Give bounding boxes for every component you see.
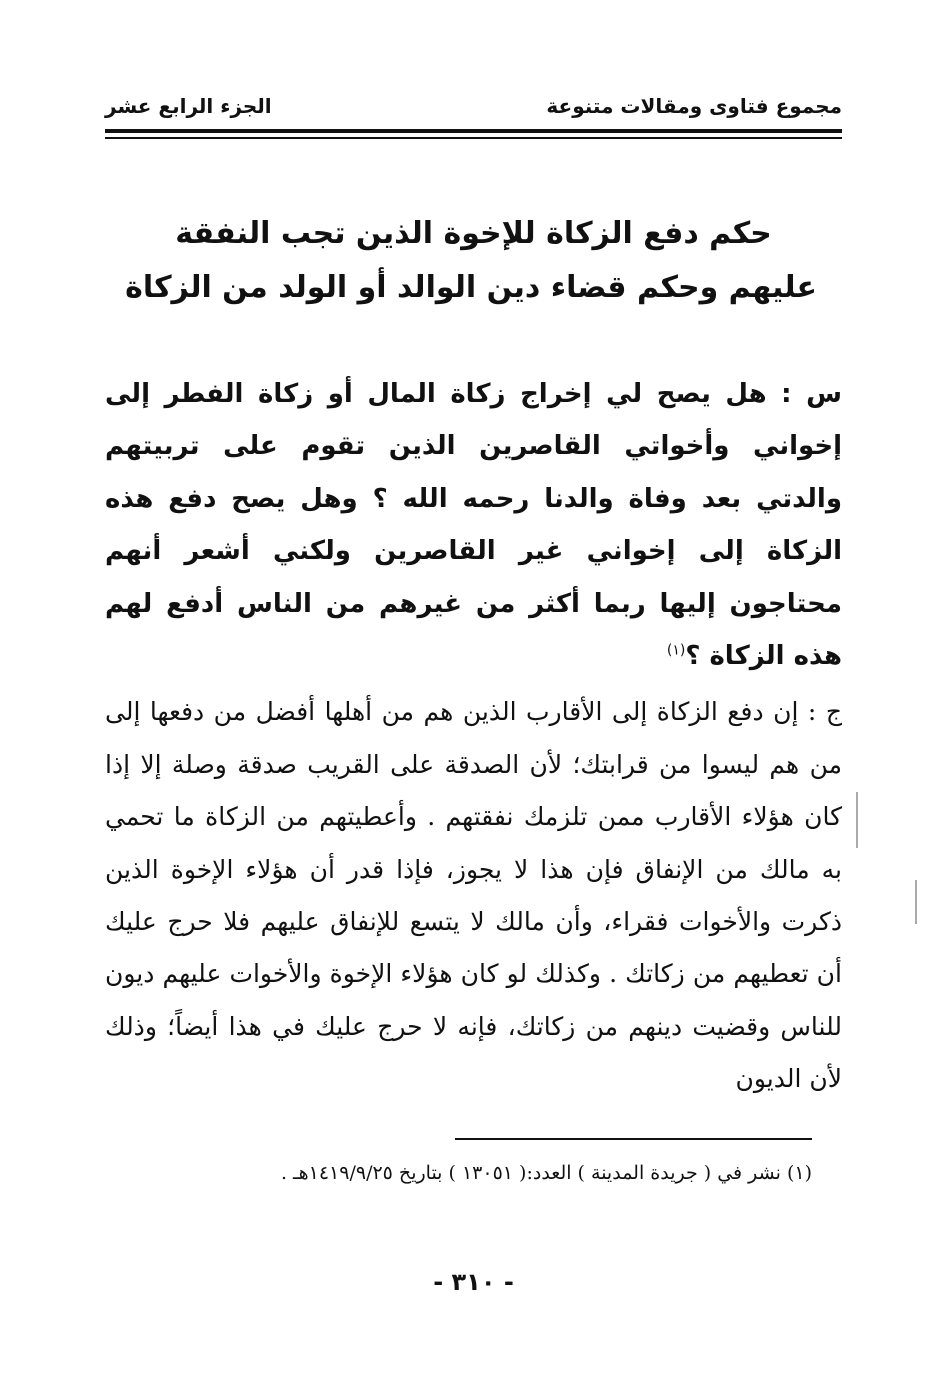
title-line-1: حكم دفع الزكاة للإخوة الذين تجب النفقة (175, 216, 772, 251)
header-rule-thick (105, 129, 842, 133)
fatwa-title (125, 207, 817, 315)
header-rule-thin (105, 137, 842, 139)
footnote-reference: (١) (666, 642, 686, 659)
margin-mark (915, 880, 917, 924)
page-number: - ٣١٠ - (433, 1268, 514, 1296)
running-header (105, 86, 842, 126)
volume-label: الجزء الرابع عشر (105, 94, 272, 118)
book-title: مجموع فتاوى ومقالات متنوعة (546, 94, 842, 118)
margin-mark (856, 792, 858, 848)
answer-paragraph: ج : إن دفع الزكاة إلى الأقارب الذين هم من أهلها أفضل من دفعها إلى من هم ليسوا من قرابتك؛ لأن الصدقة على القريب صدقة وصلة إلا إذا كان هؤلاء الأقارب ممن تلزمك نفقتهم . وأعطيتهم من الزكاة ما تحمي به مالك من الإنفاق فإن هذا لا يجوز، فإذا قدر أن هؤلاء الإخوة الذين ذكرت والأخوات فقراء، وأن مالك لا يتسع للإنفاق عليهم فلا حرج عليك أن تعطيهم من زكاتك . وكذلك لو كان هؤلاء الإخوة والأخوات عليهم ديون للناس وقضيت دينهم من زكاتك، فإنه لا حرج عليك في هذا أيضاً؛ وذلك لأن الديون (105, 697, 842, 1094)
title-line-2: عليهم وحكم قضاء دين الوالد أو الولد من الزكاة (125, 270, 817, 305)
question-text: س : هل يصح لي إخراج زكاة المال أو زكاة الفطر إلى إخواني وأخواتي القاصرين الذين تقوم على تربيتهم والدتي بعد وفاة والدنا رحمه الله ؟ وهل يصح دفع هذه الزكاة إلى إخواني غير القاصرين ولكني أشعر أنهم محتاجون إليها ربما أكثر من غيرهم من الناس أدفع لهم هذه الزكاة ؟ (105, 379, 842, 672)
footnote: (١) نشر في ( جريدة المدينة ) العدد:( ١٣٠٥١ ) بتاريخ ١٤١٩/٩/٢٥هـ . (280, 1162, 812, 1184)
fatwa-body (105, 368, 842, 1106)
question-paragraph (105, 368, 842, 682)
footnote-rule (455, 1138, 812, 1140)
